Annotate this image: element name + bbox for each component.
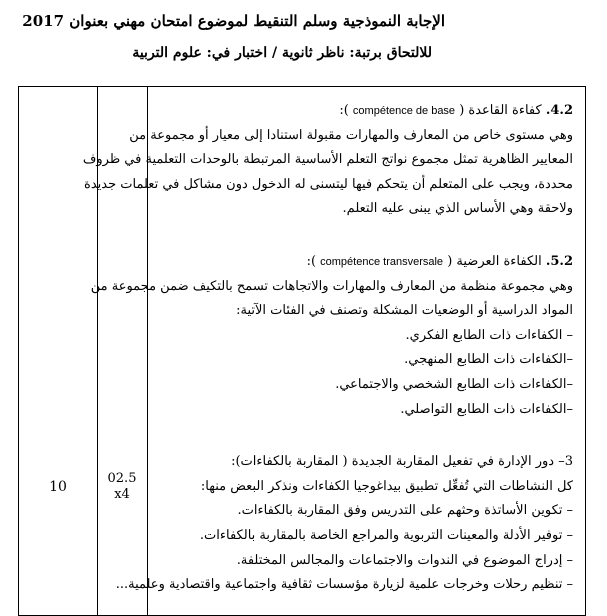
section-title-end: ): xyxy=(339,103,349,118)
list-item: – تنظيم رحلات وخرجات علمية لزيارة مؤسسات ثقافية واجتماعية واقتصادية وعلمية... xyxy=(115,577,573,593)
points-cell xyxy=(97,471,147,503)
paragraph-line: وهي مستوى خاص من المعارف والمهارات مقبولة استنادا إلى معيار أو مجموعة من xyxy=(129,127,573,143)
paragraph-line: المعايير الظاهرية تمثل مجموع نواتج التعلم الأساسية المرتبطة بالوحدات التعلمية في ظروف xyxy=(82,152,573,168)
section-title-end: ): xyxy=(306,253,317,269)
section-heading-3: 3– دور الإدارة في تفعيل المقاربة الجديدة ( المقاربة بالكفاءات): xyxy=(231,454,573,470)
list-item: –الكفاءات ذات الطابع المنهجي. xyxy=(404,352,573,368)
document-subtitle: للالتحاق برتبة: ناظر ثانوية / اختبار في: علوم التربية xyxy=(132,45,432,61)
paragraph-line: كل النشاطات التي تُفعِّل تطبيق بيداغوجيا الكفاءات ونذكر البعض منها: xyxy=(200,478,573,494)
total-score-cell: 10 xyxy=(49,479,67,495)
points-multiplier: x4 xyxy=(114,487,130,502)
section-number: 4.2. xyxy=(545,103,573,118)
list-item: – توفير الأدلة والمعينات التربوية والمراجع الخاصة بالمقاربة بالكفاءات. xyxy=(199,527,573,543)
paragraph-line: وهي مجموعة منظمة من المعارف والمهارات والاتجاهات تسمح بالتكيف ضمن مجموعة من xyxy=(90,278,573,294)
list-item: –الكفاءات ذات الطابع التواصلي. xyxy=(400,401,573,417)
list-item: – تكوين الأساتذة وحثهم على التدريس وفق المقاربة بالكفاءات. xyxy=(237,503,573,519)
section-title: كفاءة القاعدة ( xyxy=(459,103,542,118)
list-item: – الكفاءات ذات الطابع الفكري. xyxy=(405,327,573,343)
document-title: الإجابة النموذجية وسلم التنقيط لموضوع امتحان مهني بعنوان 2017 xyxy=(22,12,445,30)
paragraph-line: ولاحقة وهي الأساس الذي يبنى عليه التعلم. xyxy=(342,201,573,217)
section-title-french: compétence transversale xyxy=(320,255,444,268)
section-title: الكفاءة العرضية ( xyxy=(447,253,542,269)
paragraph-line: المواد الدراسية أو الوضعيات المشكلة وتصنف في الفئات الآتية: xyxy=(236,303,573,319)
paragraph-line: محددة، ويجب على المتعلم أن يتحكم فيها ليتسنى له الدخول دون مشاكل في تعلمات جديدة xyxy=(84,176,573,192)
list-item: – إدراج الموضوع في الندوات والاجتماعات والمجالس المختلفة. xyxy=(236,552,573,568)
section-heading-4-2 xyxy=(153,99,573,124)
section-heading-5-2 xyxy=(153,250,573,275)
answer-table xyxy=(18,86,586,616)
list-item: –الكفاءات ذات الطابع الشخصي والاجتماعي. xyxy=(335,376,573,392)
section-number: 5.2. xyxy=(545,253,573,269)
points-value: 02.5 xyxy=(107,471,137,486)
section-title-french: compétence de base xyxy=(352,105,456,117)
